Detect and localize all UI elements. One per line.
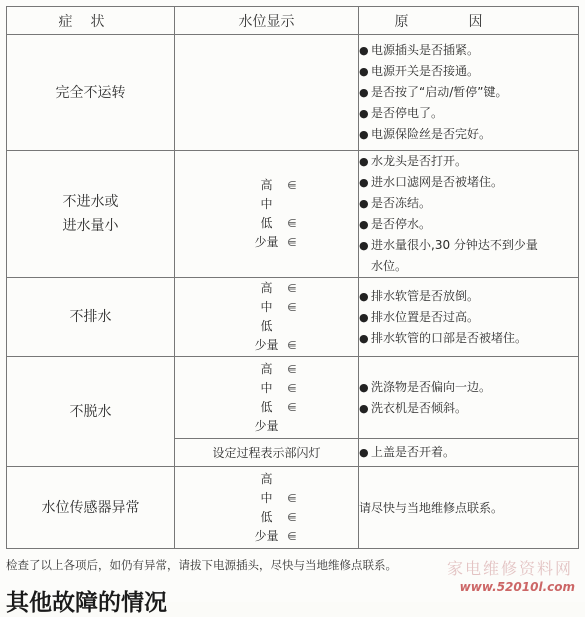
cause-sensor-fault: 请尽快与当地维修点联系。 (359, 467, 579, 549)
cause-item: ● 电源保险丝是否完好。 (359, 124, 578, 145)
troubleshooting-table (6, 6, 579, 549)
level-low: 低 (260, 319, 273, 333)
symptom-line: 不进水或 (62, 194, 119, 210)
cause-item: ● 排水位置是否过高。 (359, 307, 578, 328)
cause-item: ● 排水软管是否放倒。 (359, 286, 578, 307)
cause-item: ● 上盖是否开着。 (359, 442, 578, 463)
causes-no-water-in (359, 151, 579, 278)
flash-indicator-label: 设定过程表示部闪灯 (175, 439, 359, 467)
cause-item: ● 进水口滤网是否被堵住。 (359, 172, 578, 193)
cause-item: ● 是否停电了。 (359, 103, 578, 124)
level-small: 少量 ⋹ (175, 527, 358, 546)
causes-no-spin (359, 357, 579, 439)
indicator-lamp-icon: ⋹ (287, 179, 297, 192)
indicator-lamp-icon: ⋹ (287, 362, 297, 376)
level-mid: 中 ⋹ (175, 489, 358, 508)
causes-flash (359, 439, 579, 467)
row-no-run (7, 35, 579, 151)
level-high: 高 ⋹ (175, 360, 358, 379)
indicator-lamp-icon: ⋹ (287, 339, 297, 352)
cause-continuation: 水位。 (371, 259, 408, 273)
cause-item: ● 电源开关是否接通。 (359, 61, 578, 82)
indicator-lamp-icon: ⋹ (287, 510, 297, 524)
cause-item: ● 洗衣机是否倾斜。 (359, 398, 578, 419)
table-header-row (7, 7, 579, 35)
watermark-logo: 家电维修资料网 (446, 559, 573, 578)
causes-no-run (359, 35, 579, 151)
watermark-url: www.52010l.com (459, 580, 575, 594)
level-mid: 中 ⋹ (175, 379, 358, 398)
symptom-no-water-in (7, 151, 175, 278)
row-no-spin (7, 357, 579, 439)
level-mid: 中 ⋹ (175, 298, 358, 317)
level-mid: 中 (260, 197, 273, 211)
footer-note: 检查了以上各项后，如仍有异常，请拔下电源插头，尽快与当地维修点联系。 (6, 558, 397, 572)
indicator-lamp-icon: ⋹ (287, 236, 297, 249)
level-small: 少量 ⋹ (175, 233, 358, 252)
symptom-no-spin: 不脱水 (7, 357, 175, 467)
symptom-no-run: 完全不运转 (7, 35, 175, 151)
water-level-indicator (175, 278, 359, 357)
next-section-heading: 其他故障的情况 (6, 590, 167, 616)
level-low: 低 ⋹ (175, 508, 358, 527)
cause-item: ● 是否按了“启动/暂停”键。 (359, 82, 578, 103)
row-no-water-in (7, 151, 579, 278)
symptom-sensor-fault: 水位传感器异常 (7, 467, 175, 549)
header-symptom: 症状 (7, 7, 175, 35)
level-high: 高 (260, 471, 273, 486)
level-high: 高 ⋹ (175, 176, 358, 195)
level-low: 低 ⋹ (175, 398, 358, 417)
header-cause: 原因 (359, 7, 579, 35)
indicator-lamp-icon: ⋹ (287, 491, 297, 505)
indicator-lamp-icon: ⋹ (287, 400, 297, 414)
cause-item: ● 排水软管的口部是否被堵住。 (359, 328, 578, 349)
level-high: 高 ⋹ (175, 279, 358, 298)
level-small: 少量 (254, 418, 279, 433)
symptom-no-drain: 不排水 (7, 278, 175, 357)
cause-item: ● 电源插头是否插紧。 (359, 40, 578, 61)
cause-item: ● 水龙头是否打开。 (359, 151, 578, 172)
indicator-lamp-icon: ⋹ (287, 301, 297, 314)
cause-item: ● 进水量很小,30 分钟达不到少量 水位。 (359, 235, 578, 277)
water-level-empty (175, 35, 359, 151)
causes-no-drain (359, 278, 579, 357)
water-level-indicator (175, 467, 359, 549)
row-sensor-fault (7, 467, 579, 549)
cause-item: ● 洗涤物是否偏向一边。 (359, 377, 578, 398)
symptom-line: 进水量小 (62, 218, 119, 234)
indicator-lamp-icon: ⋹ (287, 529, 297, 543)
indicator-lamp-icon: ⋹ (287, 282, 297, 295)
row-no-drain (7, 278, 579, 357)
level-small: 少量 ⋹ (175, 336, 358, 355)
water-level-indicator (175, 151, 359, 278)
water-level-indicator (175, 357, 359, 439)
level-low: 低 ⋹ (175, 214, 358, 233)
cause-item: ● 是否冻结。 (359, 193, 578, 214)
indicator-lamp-icon: ⋹ (287, 217, 297, 230)
indicator-lamp-icon: ⋹ (287, 381, 297, 395)
cause-item: ● 是否停水。 (359, 214, 578, 235)
header-water-level: 水位显示 (175, 7, 359, 35)
